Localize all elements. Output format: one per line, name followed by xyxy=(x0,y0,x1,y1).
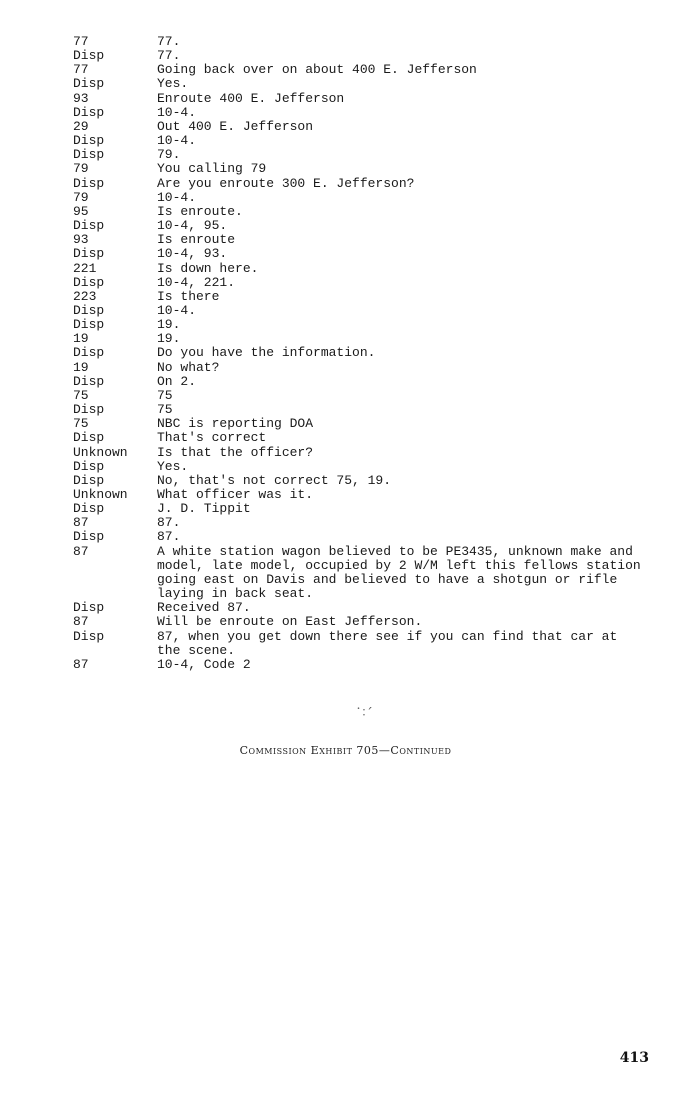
speaker-label: Disp xyxy=(73,48,105,64)
speaker-label: Disp xyxy=(73,402,105,418)
transcript-row xyxy=(73,219,643,233)
transcript-row xyxy=(73,474,643,488)
speaker-label: Disp xyxy=(73,76,105,92)
transcript-row xyxy=(73,446,643,460)
transcript-row xyxy=(73,77,643,91)
transcript-row xyxy=(73,601,643,615)
transcript-row xyxy=(73,375,643,389)
transcript-row xyxy=(73,304,643,318)
message-text: Do you have the information. xyxy=(157,345,376,361)
transcript-row xyxy=(73,502,643,516)
transcript-row xyxy=(73,177,643,191)
message-text: 79. xyxy=(157,147,181,163)
speaker-label: 19 xyxy=(73,331,89,347)
message-text: Is that the officer? xyxy=(157,444,314,460)
message-text: 87. xyxy=(157,515,181,531)
speaker-label: Disp xyxy=(73,302,105,318)
transcript-row xyxy=(73,106,643,120)
speaker-label: Disp xyxy=(73,430,105,446)
transcript-row xyxy=(73,49,643,63)
message-text: 87, when you get down there see if you can find that car at the scene. xyxy=(157,628,626,658)
transcript-row xyxy=(73,290,643,304)
speaker-label: Disp xyxy=(73,373,105,389)
message-text: NBC is reporting DOA xyxy=(157,416,314,432)
message-text: Is there xyxy=(157,288,220,304)
speaker-label: 221 xyxy=(73,260,97,276)
speaker-label: 87 xyxy=(73,656,89,672)
speaker-label: 93 xyxy=(73,90,89,106)
message-text: Is down here. xyxy=(157,260,259,276)
transcript-row xyxy=(73,276,643,290)
speaker-label: 79 xyxy=(73,161,89,177)
speaker-label: Disp xyxy=(73,218,105,234)
message-text: 10-4. xyxy=(157,189,197,205)
speaker-label: 87 xyxy=(73,515,89,531)
transcript-row xyxy=(73,530,643,544)
message-text: Are you enroute 300 E. Jefferson? xyxy=(157,175,415,191)
speaker-label: Disp xyxy=(73,345,105,361)
transcript-row xyxy=(73,346,643,360)
transcript-row xyxy=(73,488,643,502)
speaker-label: 87 xyxy=(73,543,89,559)
message-text: Received 87. xyxy=(157,600,251,616)
message-text: 10-4. xyxy=(157,133,197,149)
speaker-label: 93 xyxy=(73,232,89,248)
message-text: 87. xyxy=(157,529,181,545)
speaker-label: 87 xyxy=(73,614,89,630)
exhibit-caption: Commission Exhibit 705—Continued xyxy=(239,744,452,757)
message-text: No what? xyxy=(157,359,220,375)
speaker-label: Disp xyxy=(73,458,105,474)
message-text: 10-4, Code 2 xyxy=(157,656,251,672)
stray-mark: ˙˸ˊ xyxy=(355,706,373,722)
page-number: 413 xyxy=(619,1050,649,1066)
speaker-label: Disp xyxy=(73,472,105,488)
message-text: On 2. xyxy=(157,373,197,389)
speaker-label: Disp xyxy=(73,246,105,262)
transcript-row xyxy=(73,332,643,346)
speaker-label: 19 xyxy=(73,359,89,375)
transcript-row xyxy=(73,162,643,176)
speaker-label: Disp xyxy=(73,274,105,290)
speaker-label: 77 xyxy=(73,34,89,49)
speaker-label: 79 xyxy=(73,189,89,205)
transcript-row xyxy=(73,615,643,629)
speaker-label: Disp xyxy=(73,175,105,191)
message-text: 19. xyxy=(157,331,181,347)
transcript-row xyxy=(73,35,643,49)
speaker-label: 75 xyxy=(73,387,89,403)
speaker-label: 77 xyxy=(73,62,89,78)
message-text: 10-4, 93. xyxy=(157,246,228,262)
speaker-label: 223 xyxy=(73,288,97,304)
speaker-label: 95 xyxy=(73,203,89,219)
speaker-label: Unknown xyxy=(73,487,128,502)
transcript-row xyxy=(73,630,643,658)
transcript-row xyxy=(73,417,643,431)
speaker-label: 75 xyxy=(73,416,89,432)
message-text: What officer was it. xyxy=(157,487,314,502)
message-text: Enroute 400 E. Jefferson xyxy=(157,90,345,106)
message-text: No, that's not correct 75, 19. xyxy=(157,472,392,488)
transcript-row xyxy=(73,460,643,474)
transcript-row xyxy=(73,233,643,247)
message-text: 10-4. xyxy=(157,302,197,318)
speaker-label: Disp xyxy=(73,529,105,545)
transcript-row xyxy=(73,63,643,77)
transcript-row xyxy=(73,431,643,445)
transcript-row xyxy=(73,361,643,375)
transcript-row xyxy=(73,543,649,602)
transcript-row xyxy=(73,120,643,134)
transcript-row xyxy=(73,134,643,148)
message-text: 10-4, 221. xyxy=(157,274,236,290)
message-text: A white station wagon believed to be PE3435, unknown make and model, late model, occupied by 2 W/M left this fellows station going east on Davis and believed to have a shotgun or rifle laying in back seat. xyxy=(157,543,649,602)
message-text: 75 xyxy=(157,387,173,403)
transcript-row xyxy=(73,92,643,106)
transcript-row xyxy=(73,148,643,162)
message-text: J. D. Tippit xyxy=(157,501,251,517)
transcript-row xyxy=(73,658,643,672)
transcript-row xyxy=(73,318,643,332)
message-text: Yes. xyxy=(157,76,189,92)
speaker-label: Disp xyxy=(73,628,105,644)
transcript-row xyxy=(73,262,643,276)
message-text: Yes. xyxy=(157,458,189,474)
speaker-label: Unknown xyxy=(73,444,128,460)
speaker-label: Disp xyxy=(73,104,105,120)
message-text: Will be enroute on East Jefferson. xyxy=(157,614,423,630)
message-text: 10-4, 95. xyxy=(157,218,228,234)
transcript-row xyxy=(73,247,643,261)
message-text: 75 xyxy=(157,402,173,418)
message-text: 10-4. xyxy=(157,104,197,120)
message-text: That's correct xyxy=(157,430,267,446)
message-text: Is enroute. xyxy=(157,203,243,219)
transcript-row xyxy=(73,205,643,219)
transcript-row xyxy=(73,403,643,417)
message-text: Is enroute xyxy=(157,232,236,248)
message-text: Going back over on about 400 E. Jefferson xyxy=(157,62,477,78)
speaker-label: Disp xyxy=(73,600,105,616)
message-text: You calling 79 xyxy=(157,161,267,177)
message-text: Out 400 E. Jefferson xyxy=(157,118,314,134)
message-text: 77. xyxy=(157,48,181,64)
message-text: 19. xyxy=(157,317,181,333)
speaker-label: 29 xyxy=(73,118,89,134)
radio-transcript xyxy=(73,34,649,672)
speaker-label: Disp xyxy=(73,501,105,517)
speaker-label: Disp xyxy=(73,147,105,163)
transcript-row xyxy=(73,191,643,205)
speaker-label: Disp xyxy=(73,133,105,149)
transcript-row xyxy=(73,389,643,403)
speaker-label: Disp xyxy=(73,317,105,333)
message-text: 77. xyxy=(157,34,181,49)
transcript-row xyxy=(73,516,643,530)
